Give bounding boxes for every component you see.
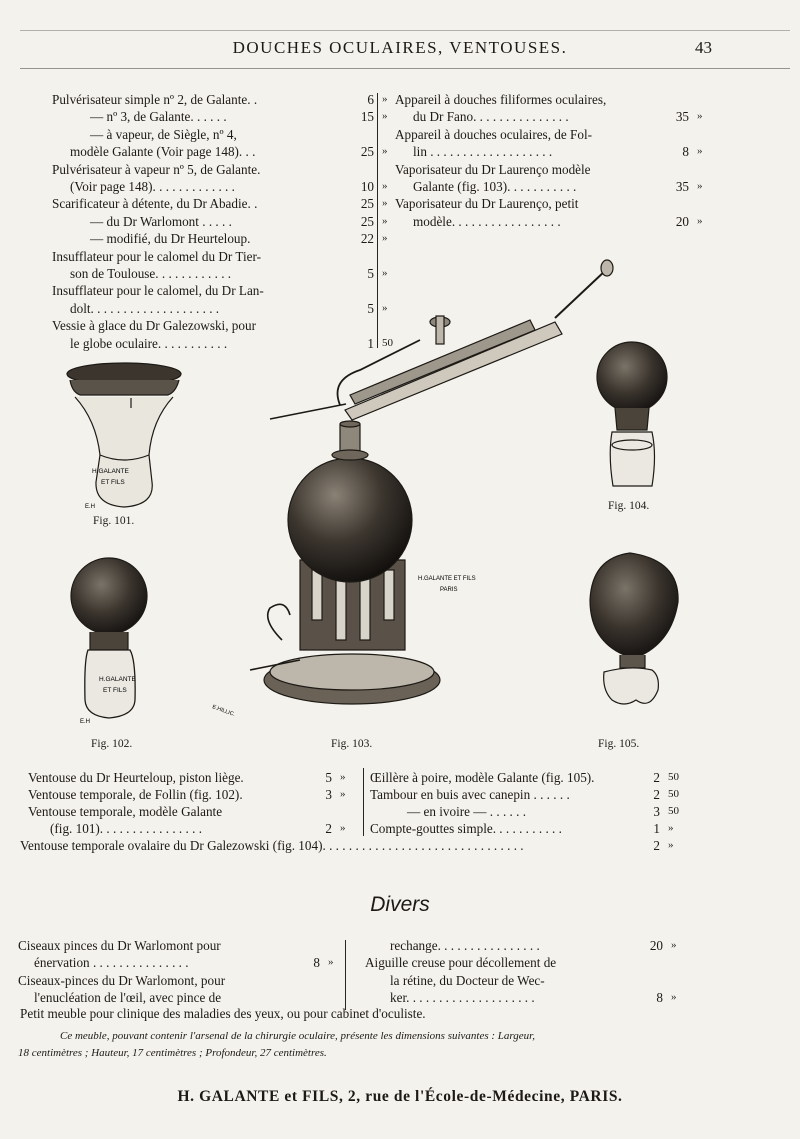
price-centimes: 50 xyxy=(668,788,679,800)
price-centimes: » xyxy=(668,839,674,851)
svg-text:H.GALANTE: H.GALANTE xyxy=(99,676,136,683)
svg-text:E.H: E.H xyxy=(80,719,91,725)
price-centimes: » xyxy=(382,93,388,105)
price-centimes: » xyxy=(382,197,388,210)
item-label: (fig. 101). . . . . . . . . . . . . . . . xyxy=(50,821,203,836)
price-francs: 8 xyxy=(313,955,320,971)
item-label: — du Dr Warlomont . . . . . xyxy=(90,213,232,229)
item-label: Galante (fig. 103). . . . . . . . . . . xyxy=(413,179,577,194)
price-centimes: » xyxy=(382,267,388,279)
divers-heading: Divers xyxy=(370,893,430,916)
price-centimes: » xyxy=(382,214,388,227)
item-label: modèle. . . . . . . . . . . . . . . . . xyxy=(413,213,561,229)
item-label: Insufflateur pour le calomel, du Dr Lan- xyxy=(52,283,264,299)
price-francs: 3 xyxy=(653,804,660,819)
item-label: Ventouse temporale, de Follin (fig. 102). xyxy=(28,787,243,802)
price-centimes: » xyxy=(671,990,677,1003)
price-centimes: » xyxy=(382,110,388,123)
item-label: — en ivoire — . . . . . . xyxy=(407,804,527,819)
price-francs: 22 xyxy=(360,231,374,247)
item-label: ker. . . . . . . . . . . . . . . . . . . . xyxy=(390,989,535,1005)
fig-102-caption: Fig. 102. xyxy=(91,738,133,750)
price-centimes: » xyxy=(340,788,346,800)
svg-text:PARIS: PARIS xyxy=(440,587,458,593)
price-francs: 8 xyxy=(682,144,689,160)
price-francs: 15 xyxy=(360,109,374,125)
price-francs: 5 xyxy=(367,266,374,281)
price-francs: 25 xyxy=(360,144,374,160)
svg-text:H.GALANTE ET FILS: H.GALANTE ET FILS xyxy=(418,576,476,582)
price-francs: 25 xyxy=(360,213,374,229)
svg-text:H.GALANTE: H.GALANTE xyxy=(92,468,129,475)
price-francs: 25 xyxy=(360,196,374,212)
item-label: Ciseaux-pinces du Dr Warlomont, pour xyxy=(18,972,226,988)
price-francs: 2 xyxy=(653,787,660,802)
price-centimes: » xyxy=(697,214,703,227)
price-francs: 10 xyxy=(360,179,374,194)
price-francs: 6 xyxy=(367,92,374,107)
fig-104-caption: Fig. 104. xyxy=(608,500,650,512)
price-centimes: 50 xyxy=(668,771,679,783)
page-header-title: DOUCHES OCULAIRES, VENTOUSES. xyxy=(232,38,568,57)
price-francs: 20 xyxy=(649,938,663,953)
price-francs: 5 xyxy=(325,770,332,785)
price-centimes: » xyxy=(697,180,703,192)
item-label: Ventouse temporale, modèle Galante xyxy=(28,804,223,819)
item-label: Pulvérisateur à vapeur nº 5, de Galante. xyxy=(52,161,261,177)
price-centimes: » xyxy=(697,110,703,123)
footnote-line-2: 18 centimètres ; Hauteur, 17 centimètres ; Profondeur, 27 centimètres. xyxy=(18,1047,327,1059)
item-label: Insufflateur pour le calomel du Dr Tier- xyxy=(52,248,261,264)
item-label: Tambour en buis avec canepin . . . . . . xyxy=(370,787,570,802)
price-centimes: » xyxy=(340,822,346,834)
item-label: du Dr Fano. . . . . . . . . . . . . . . xyxy=(413,109,569,125)
price-francs: 1 xyxy=(367,335,374,351)
item-label: lin . . . . . . . . . . . . . . . . . . . xyxy=(413,144,553,160)
item-label: Ventouse temporale ovalaire du Dr Galezowski (fig. 104). . . . . . . . . . . . . . . . . . . . . . . . . . . . . . . xyxy=(20,838,524,853)
price-centimes: » xyxy=(382,232,388,245)
item-label: énervation . . . . . . . . . . . . . . . xyxy=(34,955,189,971)
item-label: l'enucléation de l'œil, avec pince de xyxy=(34,989,222,1005)
item-label: Vaporisateur du Dr Laurenço modèle xyxy=(395,161,591,177)
price-francs: 3 xyxy=(325,787,332,802)
item-label: — nº 3, de Galante. . . . . . xyxy=(90,109,227,125)
item-label: modèle Galante (Voir page 148). . . xyxy=(70,144,256,160)
price-francs: 2 xyxy=(325,821,332,836)
item-label: — à vapeur, de Siègle, nº 4, xyxy=(90,126,237,142)
item-label: Scarificateur à détente, du Dr Abadie. . xyxy=(52,196,258,212)
price-centimes: » xyxy=(697,145,703,158)
item-label: Vaporisateur du Dr Laurenço, petit xyxy=(395,196,579,212)
svg-text:E.HILLIC.: E.HILLIC. xyxy=(211,704,236,719)
price-francs: 5 xyxy=(367,300,374,316)
price-centimes: » xyxy=(382,180,388,192)
item-label: rechange. . . . . . . . . . . . . . . . xyxy=(390,938,540,953)
price-francs: 8 xyxy=(656,989,663,1005)
fig-101-caption: Fig. 101. xyxy=(93,515,135,527)
price-centimes: » xyxy=(382,301,388,314)
item-label: Ciseaux pinces du Dr Warlomont pour xyxy=(18,938,221,953)
price-francs: 2 xyxy=(653,770,660,785)
footnote-line-1: Ce meuble, pouvant contenir l'arsenal de la chirurgie oculaire, présente les dimensions suivantes : Largeur, xyxy=(60,1030,535,1042)
item-label: Appareil à douches filiformes oculaires, xyxy=(395,92,607,107)
svg-text:E.H: E.H xyxy=(85,504,96,510)
page-number: 43 xyxy=(695,38,712,57)
price-centimes: 50 xyxy=(382,336,393,349)
price-centimes: » xyxy=(668,822,674,834)
divers-divider xyxy=(345,940,346,1010)
item-label: — modifié, du Dr Heurteloup. xyxy=(90,231,251,247)
price-francs: 1 xyxy=(653,821,660,836)
item-label: la rétine, du Docteur de Wec- xyxy=(390,972,545,988)
fig-103-caption: Fig. 103. xyxy=(331,738,373,750)
price-centimes: » xyxy=(328,956,334,969)
price-centimes: » xyxy=(382,145,388,158)
price-francs: 2 xyxy=(653,838,660,853)
item-label: Aiguille creuse pour décollement de xyxy=(365,955,557,971)
svg-text:ET FILS: ET FILS xyxy=(103,687,127,694)
item-label: Vessie à glace du Dr Galezowski, pour xyxy=(52,318,256,334)
svg-text:ET FILS: ET FILS xyxy=(101,479,125,486)
item-label: dolt. . . . . . . . . . . . . . . . . . . . xyxy=(70,300,220,316)
fig-105-caption: Fig. 105. xyxy=(598,738,640,750)
publisher-imprint: H. GALANTE et FILS, 2, rue de l'École-de-Médecine, PARIS. xyxy=(177,1088,623,1105)
item-label: Pulvérisateur simple nº 2, de Galante. . xyxy=(52,92,258,107)
item-label: Appareil à douches oculaires, de Fol- xyxy=(395,126,593,142)
price-centimes: » xyxy=(671,939,677,951)
ventouses-divider xyxy=(363,768,364,836)
price-francs: 35 xyxy=(675,179,689,194)
price-francs: 35 xyxy=(675,109,689,125)
item-label: le globe oculaire. . . . . . . . . . . xyxy=(70,335,228,351)
price-centimes: » xyxy=(340,771,346,783)
item-label: Compte-gouttes simple. . . . . . . . . . . xyxy=(370,821,562,836)
item-label: Œillère à poire, modèle Galante (fig. 105). xyxy=(370,770,595,785)
item-label: (Voir page 148). . . . . . . . . . . . . xyxy=(70,179,235,194)
price-francs: 20 xyxy=(675,213,689,229)
item-label: son de Toulouse. . . . . . . . . . . . xyxy=(70,266,232,281)
item-label: Ventouse du Dr Heurteloup, piston liège. xyxy=(28,770,244,785)
price-centimes: 50 xyxy=(668,805,679,817)
